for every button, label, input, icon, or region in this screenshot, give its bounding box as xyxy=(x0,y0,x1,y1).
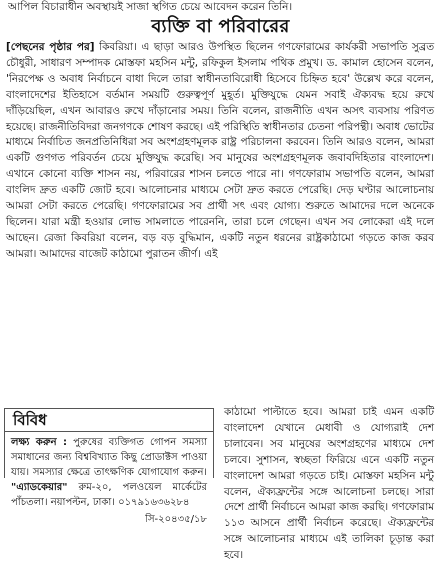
ad-text: পুরুষের ব্যক্তিগত গোপন সমস্যা সমাধানের জন্য বিশ্ববিখ্যাত কিছু প্রোডাক্টস পাওয়া যায়। সমস্যার ক্ষেত্রে তাৎক্ষণিক যোগাযোগ করুন। xyxy=(11,437,207,478)
previous-article-last-line: আপিল বিচারাধীন অবস্থায়ই সাজা স্থগিত চেয়ে আবেদন করেন তিনি। xyxy=(8,1,293,13)
ad-code: সি-২০৪৩৫/১৮ xyxy=(145,514,207,525)
article-headline: ব্যক্তি বা পরিবারের xyxy=(151,16,290,37)
article-continued-text: কাঠামো পাল্টাতে হবে। আমরা চাই এমন একটি বাংলাদেশ যেখানে মেধাবী ও যোগ্যরাই দেশ চালাবেন। সব মানুষের অংশগ্রহণের মাধ্যমে দেশ চলবে। সুশাসন, স্বচ্ছতা ফিরিয়ে এনে একটি নতুন বাংলাদেশ আমরা গড়তে চাই। মোস্তফা মহসিন মন্টু বলেন, ঐক্যফ্রন্টের সঙ্গে আলোচনা চলছে। সারা দেশে প্রার্থী নির্বাচনে আমরা কাজ করছি। গণফোরাম ১১৩ আসনে প্রার্থী নির্বাচন করেছে। ঐক্যফ্রন্টের সঙ্গে আলোচনার মাধ্যমে এই তালিকা চূড়ান্ত করা হবে। xyxy=(224,406,434,562)
ad-address: রুম-২০, পলওয়েল মার্কেটের পাঁচতলা। নয়াপল্টন, ঢাকা। ০১৭৯১৬৩৬২৮৪ xyxy=(11,482,207,508)
ad-brand: "এ্যাডকেয়ার" xyxy=(11,482,68,493)
classified-ad-box xyxy=(4,408,214,525)
classified-ad-body xyxy=(5,432,213,527)
ad-lead: লক্ষ্য করুন : xyxy=(11,437,67,448)
article-body-continued xyxy=(224,405,434,564)
article-paragraph xyxy=(6,40,434,263)
classified-section-title: বিবিধ xyxy=(5,409,213,432)
continuation-tag: [পেছনের পৃষ্ঠার পর] xyxy=(6,41,95,53)
article-body xyxy=(6,40,434,263)
article-text: কিবরিয়া। এ ছাড়া আরও উপস্থিত ছিলেন গণফোরামের কার্যকরী সভাপতি সুব্রত চৌধুরী, সাধারণ সম্পাদক মোস্তফা মহসিন মন্টু, রফিকুল ইসলাম পথিক প্রমুখ। ড. কামাল হোসেন বলেন, 'নিরপেক্ষ ও অবাধ নির্বাচনে বাধা দিলে তারা স্বাধীনতাবিরোধী হিসেবে চিহ্নিত হবে' উল্লেখ করে বলেন, বাংলাদেশের ইতিহাসে বর্তমান সময়টি গুরুত্বপূর্ণ মুহূর্ত। মুক্তিযুদ্ধে যেমন সবাই ঐক্যবদ্ধ হয়ে রুখে দাঁড়িয়েছিল, এখন আবারও রুখে দাঁড়ানোর সময়। তিনি বলেন, রাজনীতি এখন অসৎ ব্যবসায় পরিণত হয়েছে। রাজনীতিবিদরা জনগণকে শোষণ করছে। এই পরিস্থিতি স্বাধীনতার চেতনা পরিপন্থী। অবাধ ভোটের মাধ্যমে নির্বাচিত জনপ্রতিনিধিরা সব অংশগ্রহণমূলক রাষ্ট্র পরিচালনা করবেন। তিনি আরও বলেন, আমরা একটি গুণগত পরিবর্তন চেয়ে মুক্তিযুদ্ধ করেছি। সব মানুষের অংশগ্রহণমূলক জবাবদিহিতার বাংলাদেশ। এখানে কোনো ব্যক্তি শাসন নয়, পরিবারের শাসন চলতে পারে না। গণফোরাম সভাপতি বলেন, আমরা বাংলিদ দ্রুত একটি জোট হবে। আলোচনার মাধ্যমে সেটা দ্রুত করতে পেরেছি। দেড় ঘণ্টার আলোচনায় আমরা সেটা করতে পেরেছি। গণফোরামের সব প্রার্থী সৎ এবং যোগ্য। শুরুতে আমাদের দলে অনেকে ছিলেন। যারা মন্ত্রী হওয়ার লোভ সামলাতে পারেননি, তারা চলে গেছেন। এখন সব লোকেরা এই দলে আছেন। রেজা কিবরিয়া বলেন, বড় বড় বুদ্ধিমান, একটি নতুন ধরনের রাষ্ট্রকাঠামো গড়তে কাজ করব আমরা। আমাদের বাজেট কাঠামো পুরাতন জীর্ণ। এই xyxy=(6,41,434,260)
